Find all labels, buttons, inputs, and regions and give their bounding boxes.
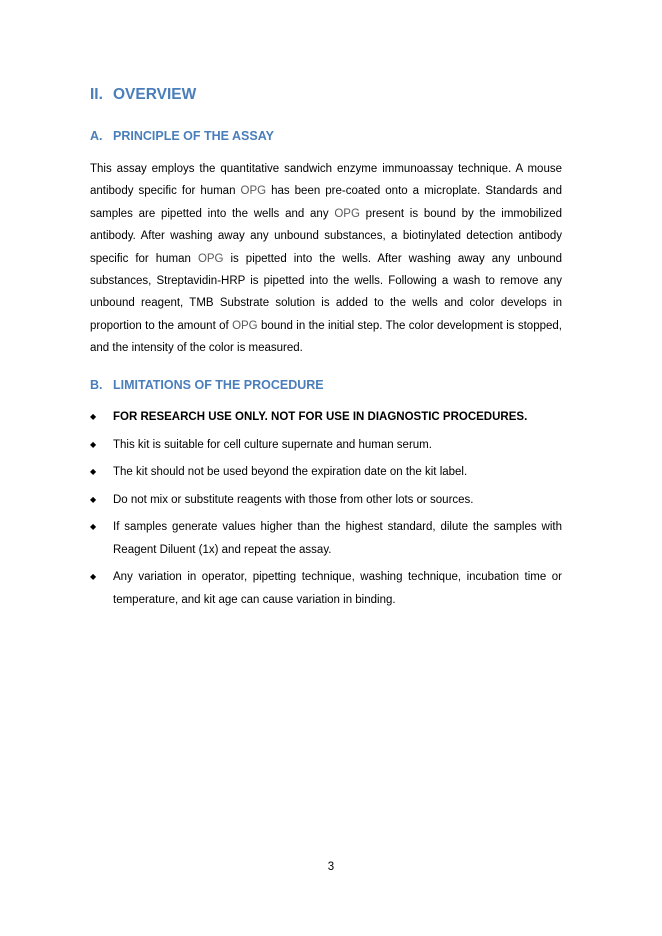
list-item — [90, 566, 562, 611]
subheading-limitations — [90, 378, 324, 392]
page-number: 3 — [327, 861, 335, 873]
diamond-bullet-icon: ◆ — [90, 467, 97, 476]
subheading-letter: A. — [90, 129, 103, 143]
section-title: OVERVIEW — [113, 86, 197, 103]
list-item-text: This kit is suitable for cell culture supernate and human serum. — [113, 438, 432, 451]
list-item-text: The kit should not be used beyond the expiration date on the kit label. — [113, 466, 468, 478]
text-segment: This assay employs the quantitative sandwich enzyme immunoassay technique. A mouse antibody specific for human — [90, 163, 562, 198]
list-item-text: Any variation in operator, pipetting technique, washing technique, incubation time or temperature, and kit age can cause variation in binding. — [113, 571, 562, 606]
list-item — [90, 406, 562, 429]
analyte-name: OPG — [232, 319, 258, 332]
section-heading-overview — [90, 86, 196, 104]
list-item — [90, 434, 562, 457]
text-segment: bound in the initial step. The color development is stopped, and the intensity of the color is measured. — [90, 319, 562, 355]
analyte-name: OPG — [197, 252, 224, 265]
section-number: II. — [90, 86, 103, 103]
diamond-bullet-icon: ◆ — [90, 439, 97, 449]
text-segment: has been pre-coated onto a microplate. Standards and samples are pipetted into the wells and any — [90, 185, 562, 220]
list-item — [90, 516, 562, 561]
list-item — [90, 461, 562, 484]
text-segment: present is bound by the immobilized antibody. After washing away any unbound substances, a biotinylated detection antibody specific for human — [90, 207, 563, 265]
analyte-name: OPG — [240, 185, 267, 198]
list-item — [90, 489, 562, 512]
diamond-bullet-icon: ◆ — [90, 412, 97, 421]
subheading-principle — [90, 129, 274, 143]
list-item-text: If samples generate values higher than the highest standard, dilute the samples with Reagent Diluent (1x) and repeat the assay. — [113, 521, 562, 556]
diamond-bullet-icon: ◆ — [90, 494, 97, 504]
subheading-title: LIMITATIONS OF THE PROCEDURE — [113, 378, 324, 392]
diamond-bullet-icon: ◆ — [90, 572, 97, 581]
principle-paragraph — [90, 158, 562, 360]
text-segment: is pipetted into the wells. After washing away any unbound substances, Streptavidin-HRP is pipetted into the wells. Following a wash to remove any unbound reagent, TMB Substrate solution is added to the wells and color develops in proportion to the amount of — [90, 252, 563, 332]
list-item-text: FOR RESEARCH USE ONLY. NOT FOR USE IN DIAGNOSTIC PROCEDURES. — [113, 411, 528, 423]
diamond-bullet-icon: ◆ — [90, 522, 97, 531]
subheading-letter: B. — [90, 378, 103, 392]
analyte-name: OPG — [334, 207, 360, 220]
limitations-list — [90, 406, 562, 616]
list-item-text: Do not mix or substitute reagents with those from other lots or sources. — [113, 493, 474, 506]
subheading-title: PRINCIPLE OF THE ASSAY — [113, 129, 274, 143]
